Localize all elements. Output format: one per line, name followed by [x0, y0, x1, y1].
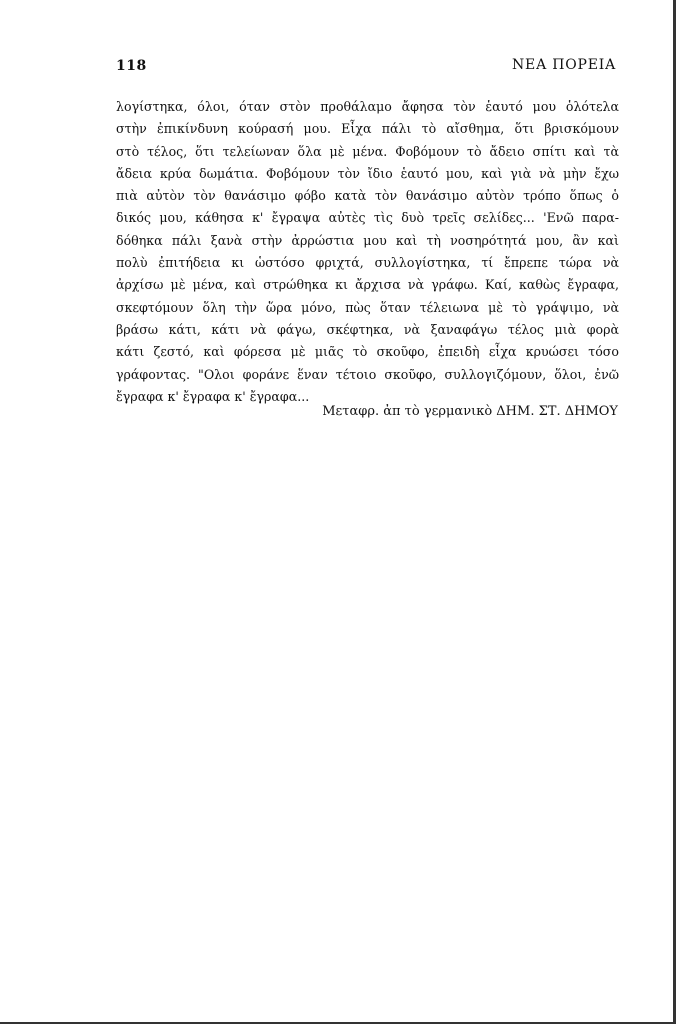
text-line: λογίστηκα, όλοι, όταν στὸν προθάλαμο ἄφησα τὸν ἑαυτό μου ὁλότελα	[116, 99, 619, 114]
text-line: στὸ τέλος, ὅτι τελείωναν ὅλα μὲ μένα. Φοβόμουν τὸ ἄδειο σπίτι καὶ τὰ	[116, 143, 619, 159]
text-line: ἔγραφα κ' ἔγραφα κ' ἔγραφα...	[116, 388, 310, 404]
text-line: κάτι ζεστό, καὶ φόρεσα μὲ μιᾶς τὸ σκοῦφο, ἐπειδὴ εἶχα κρυώσει τόσο	[116, 344, 619, 360]
text-line: πολὺ ἐπιτήδεια κι ὡστόσο φριχτά, συλλογίστηκα, τί ἔπρεπε τώρα νὰ	[116, 255, 619, 271]
text-line: πιὰ αὐτὸν τὸν θανάσιμο φόβο κατὰ τὸν θανάσιμο αὐτὸν τρόπο ὅπως ὁ	[116, 188, 619, 204]
text-line: σκεφτόμουν ὅλη τὴν ὥρα μόνο, πὼς ὅταν τέλειωνα μὲ τὸ γράψιμο, νὰ	[116, 299, 619, 315]
text-line: γράφοντας. "Ολοι φοράνε ἕναν τέτοιο σκοῦφο, συλλογιζόμουν, ὅλοι, ἐνῶ	[116, 366, 619, 382]
running-header: ΝΕΑ ΠΟΡΕΙΑ	[512, 57, 616, 73]
body-text	[116, 96, 619, 408]
text-line: δικός μου, κάθησα κ' ἔγραψα αὐτὲς τὶς δυὸ τρεῖς σελίδες... 'Ενῶ παρα-	[116, 210, 619, 226]
translator-credit: Μεταφρ. ἀπ τὸ γερμανικὸ ΔΗΜ. ΣΤ. ΔΗΜΟΥ	[322, 404, 618, 419]
text-line: βράσω κάτι, κάτι νὰ φάγω, σκέφτηκα, νὰ ξαναφάγω τέλος μιὰ φορὰ	[116, 321, 619, 337]
text-line: στὴν ἐπικίνδυνη κούρασή μου. Εἶχα πάλι τὸ αἴσθημα, ὅτι βρισκόμουν	[116, 121, 619, 137]
page-number: 118	[116, 58, 147, 74]
text-line: δόθηκα πάλι ξανὰ στὴν ἀρρώστια μου καὶ τὴ νοσηρότητά μου, ἂν καὶ	[116, 232, 619, 248]
text-line: ἀρχίσω μὲ μένα, καὶ στρώθηκα κι ἄρχισα νὰ γράφω. Καί, καθὼς ἔγραφα,	[116, 277, 619, 293]
text-line: ἄδεια κρύα δωμάτια. Φοβόμουν τὸν ἴδιο ἑαυτό μου, καὶ γιὰ νὰ μὴν ἔχω	[116, 165, 619, 181]
